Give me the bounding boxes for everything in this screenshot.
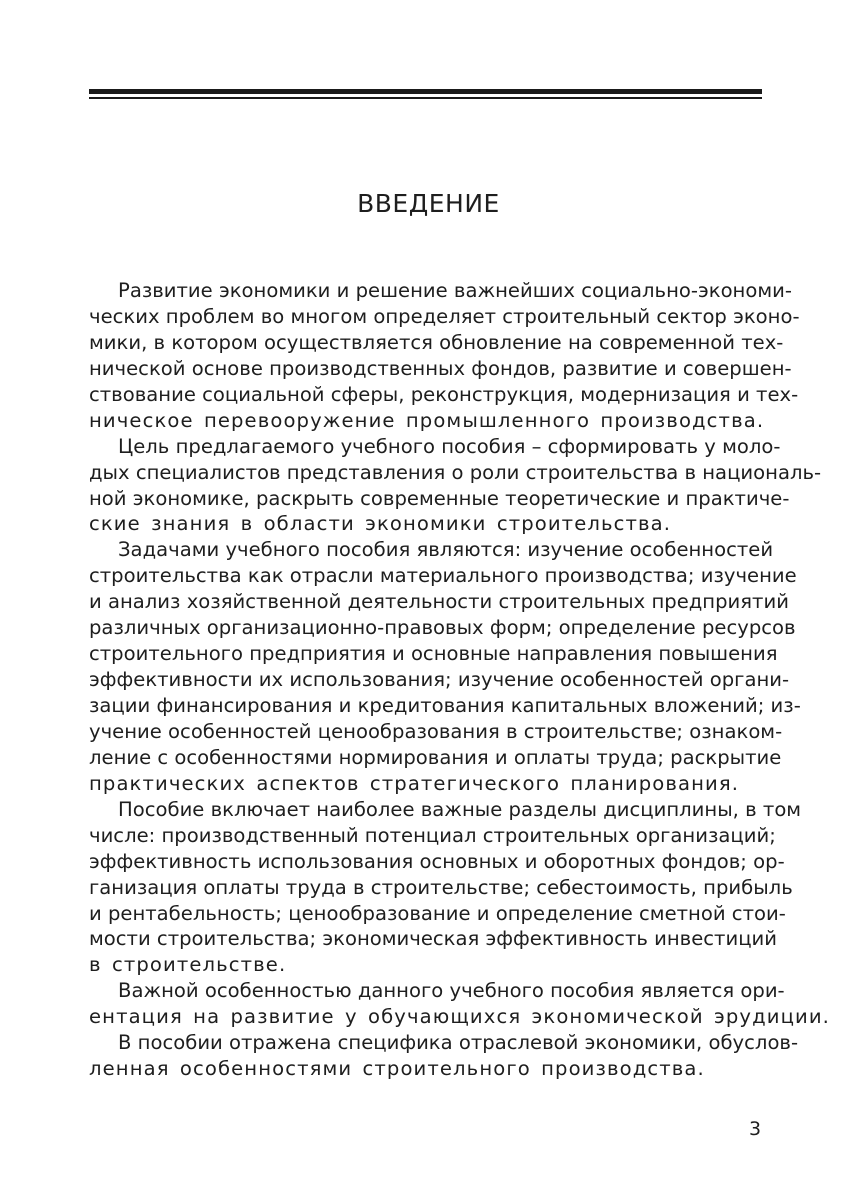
text-line: ствование социальной сферы, реконструкция, модернизация и тех- (89, 382, 799, 406)
text-line: и рентабельность; ценообразование и определение сметной стои- (89, 901, 786, 925)
text-line: Цель предлагаемого учебного пособия – сформировать у моло- (118, 434, 781, 458)
text-line: строительства как отрасли материального производства; изучение (89, 564, 797, 588)
text-line: числе: производственный потенциал строительных организаций; (89, 823, 776, 847)
text-line: ские знания в области экономики строительства. (89, 512, 672, 536)
text-line: нической основе производственных фондов, развитие и совершен- (89, 356, 792, 380)
header-rule-thin (89, 97, 762, 99)
text-line: Важной особенностью данного учебного пособия является ори- (118, 979, 785, 1003)
paragraph (89, 537, 801, 796)
text-line: мики, в котором осуществляется обновление на современной тех- (89, 330, 784, 354)
page-heading: ВВЕДЕНИЕ (357, 189, 500, 218)
text-line: учение особенностей ценообразования в строительстве; ознаком- (89, 719, 783, 743)
text-line: ческих проблем во многом определяет строительный сектор эконо- (89, 304, 800, 328)
text-line: зации финансирования и кредитования капитальных вложений; из- (89, 694, 801, 717)
text-line: Развитие экономики и решение важнейших социально-экономи- (118, 279, 792, 302)
text-line: и анализ хозяйственной деятельности строительных предприятий (89, 590, 789, 614)
text-line: эффективность использования основных и оборотных фондов; ор- (89, 849, 785, 873)
text-line: строительного предприятия и основные направления повышения (89, 642, 778, 666)
text-line: дых специалистов представления о роли строительства в националь- (89, 460, 822, 484)
paragraph (89, 797, 802, 979)
paragraph (89, 278, 800, 434)
body-text (89, 278, 831, 1082)
text-line: ленная особенностями строительного производства. (89, 1057, 705, 1081)
page-number: 3 (749, 1118, 762, 1140)
text-line: Пособие включает наиболее важные разделы дисциплины, в том (118, 797, 802, 821)
text-line: мости строительства; экономическая эффективность инвестиций (89, 927, 778, 951)
header-rule-thick (89, 89, 762, 94)
text-line: в строительстве. (89, 953, 287, 977)
text-line: ление с особенностями нормирования и оплаты труда; раскрытие (89, 745, 782, 769)
text-line: ентация на развитие у обучающихся экономической эрудиции. (89, 1005, 831, 1029)
text-line: Задачами учебного пособия являются: изучение особенностей (118, 538, 774, 562)
text-line: ной экономике, раскрыть современные теоретические и практиче- (89, 486, 790, 510)
text-line: различных организационно-правовых форм; определение ресурсов (89, 616, 796, 640)
text-line: эффективности их использования; изучение особенностей органи- (89, 668, 790, 692)
text-line: ганизация оплаты труда в строительстве; себестоимость, прибыль (89, 875, 793, 899)
paragraph (89, 1030, 799, 1082)
paragraph (89, 978, 831, 1030)
text-line: практических аспектов стратегического планирования. (89, 771, 740, 795)
paragraph (89, 434, 822, 538)
text-line: ническое перевооружение промышленного производства. (89, 408, 765, 432)
text-line: В пособии отражена специфика отраслевой экономики, обуслов- (118, 1031, 799, 1055)
